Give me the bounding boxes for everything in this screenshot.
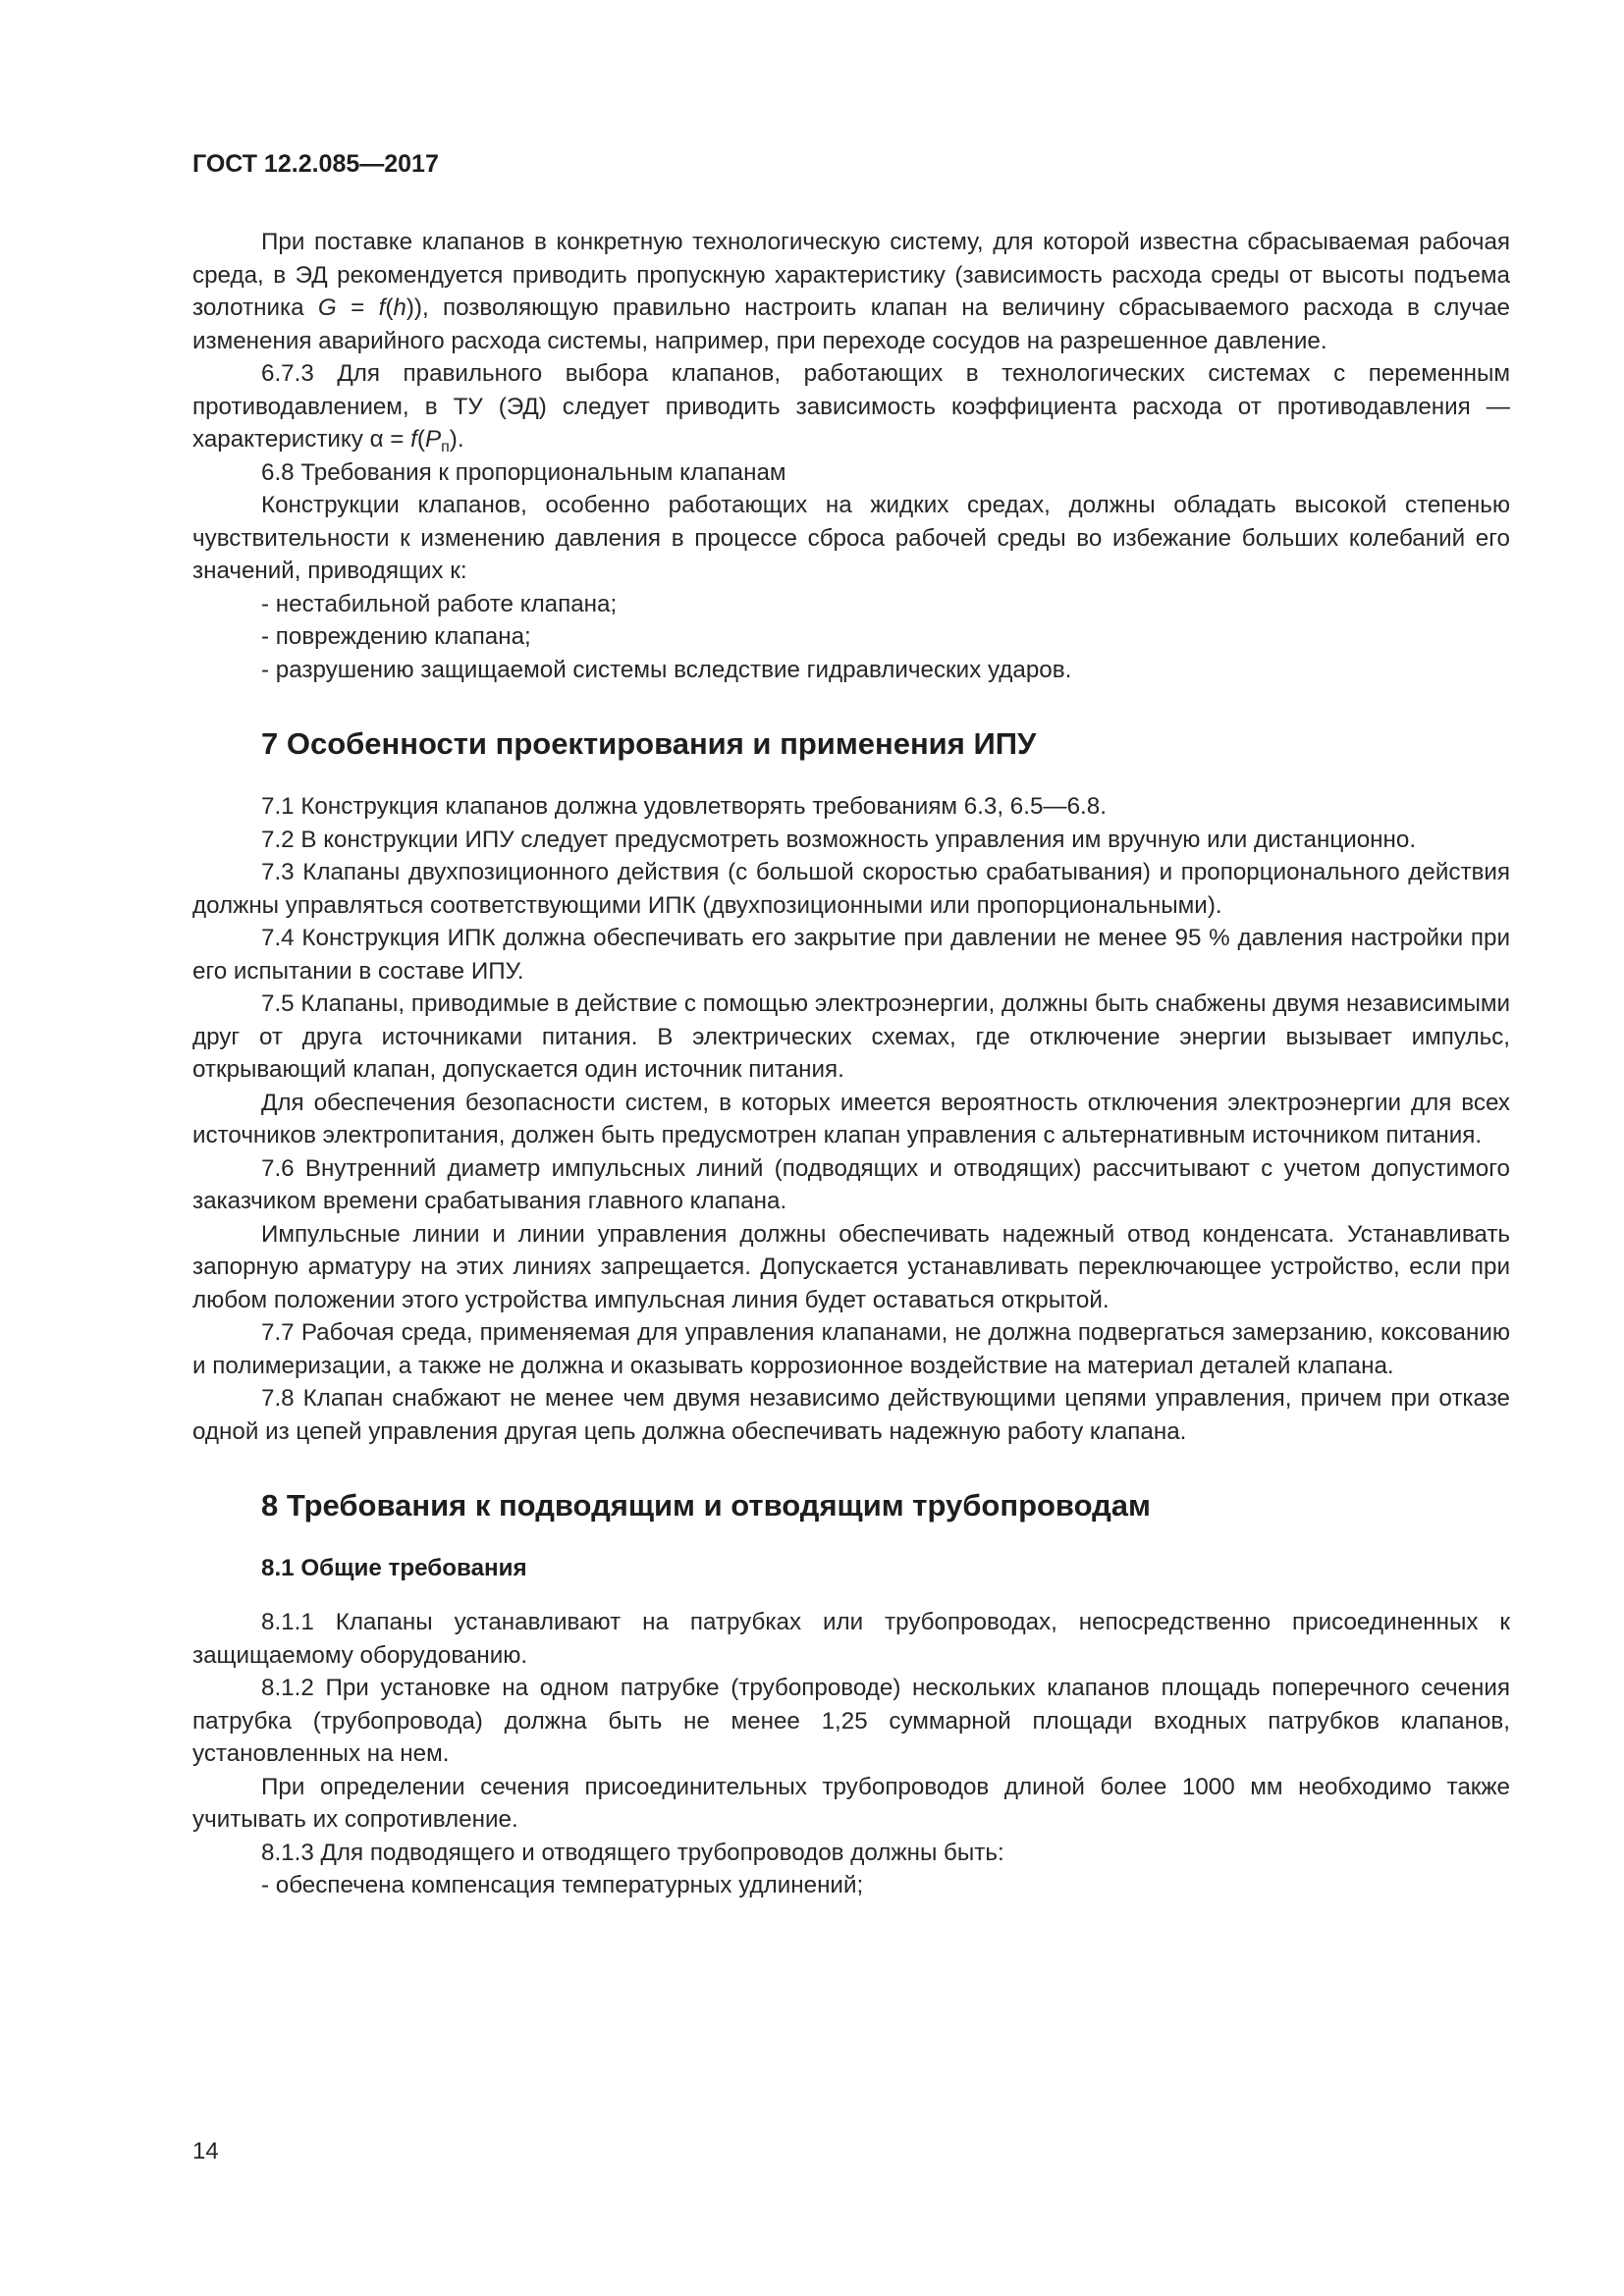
paragraph-7-5-b: Для обеспечения безопасности систем, в которых имеется вероятность отключения электроэнергии для всех источников электропитания, должен быть предусмотрен клапан управления с альтернативным источником питания.	[192, 1089, 1510, 1148]
paragraph-6-8-title: 6.8 Требования к пропорциональным клапанам	[261, 458, 786, 486]
document-page	[192, 0, 1510, 2296]
section-7-heading: 7 Особенности проектирования и применения ИПУ	[261, 726, 1037, 761]
subsection-8-1-heading: 8.1 Общие требования	[261, 1555, 527, 1581]
paragraph-7-7: 7.7 Рабочая среда, применяемая для управления клапанами, не должна подвергаться замерзанию, коксованию и полимеризации, а также не должна и оказывать коррозионное воздействие на материал деталей клапана.	[192, 1319, 1510, 1379]
paragraph-8-1-1: 8.1.1 Клапаны устанавливают на патрубках или трубопроводах, непосредственно присоединенных к защищаемому оборудованию.	[192, 1609, 1510, 1669]
document-body	[192, 226, 1510, 1902]
paragraph-intro: При поставке клапанов в конкретную технологическую систему, для которой известна сбрасываемая рабочая среда, в ЭД рекомендуется приводить пропускную характеристику (зависимость расхода среды от высоты подъема золотника G = f(h)), позволяющую правильно настроить клапан на величину сбрасываемого расхода в случае изменения аварийного расхода системы, например, при переходе сосудов на разрешенное давление.	[192, 229, 1510, 354]
paragraph-7-8: 7.8 Клапан снабжают не менее чем двумя независимо действующими цепями управления, причем при отказе одной из цепей управления другая цепь должна обеспечивать надежную работу клапана.	[192, 1385, 1510, 1445]
list-item: - нестабильной работе клапана;	[261, 590, 618, 617]
paragraph-7-2: 7.2 В конструкции ИПУ следует предусмотреть возможность управления им вручную или дистанционно.	[261, 826, 1417, 853]
paragraph-7-5: 7.5 Клапаны, приводимые в действие с помощью электроэнергии, должны быть снабжены двумя независимыми друг от друга источниками питания. В электрических схемах, где отключение энергии вызывает импульс, открывающий клапан, допускается один источник питания.	[192, 990, 1510, 1083]
paragraph-7-3: 7.3 Клапаны двухпозиционного действия (с большой скоростью срабатывания) и пропорционального действия должны управляться соответствующими ИПК (двухпозиционными или пропорциональными).	[192, 859, 1510, 919]
paragraph-7-6-b: Импульсные линии и линии управления должны обеспечивать надежный отвод конденсата. Устанавливать запорную арматуру на этих линиях запрещается. Допускается устанавливать переключающее устройство, если при любом положении этого устройства импульсная линия будет оставаться открытой.	[192, 1220, 1510, 1313]
paragraph-7-1: 7.1 Конструкция клапанов должна удовлетворять требованиям 6.3, 6.5—6.8.	[261, 793, 1107, 820]
section-8-heading: 8 Требования к подводящим и отводящим трубопроводам	[261, 1488, 1151, 1522]
page-number: 14	[192, 2138, 219, 2164]
list-item: - повреждению клапана;	[261, 623, 531, 650]
paragraph-7-6: 7.6 Внутренний диаметр импульсных линий (подводящих и отводящих) рассчитывают с учетом допустимого заказчиком времени срабатывания главного клапана.	[192, 1154, 1510, 1214]
paragraph-8-1-3: 8.1.3 Для подводящего и отводящего трубопроводов должны быть:	[261, 1839, 1004, 1866]
list-item: - разрушению защищаемой системы вследствие гидравлических ударов.	[261, 656, 1072, 683]
paragraph-7-4: 7.4 Конструкция ИПК должна обеспечивать его закрытие при давлении не менее 95 % давления настройки при его испытании в составе ИПУ.	[192, 925, 1510, 985]
paragraph-6-7-3: 6.7.3 Для правильного выбора клапанов, работающих в технологических системах с переменным противодавлением, в ТУ (ЭД) следует приводить зависимость коэффициента расхода от противодавления — характеристику $\alpha = f(P_п)$.	[192, 360, 1510, 455]
list-item: - обеспечена компенсация температурных удлинений;	[261, 1872, 864, 1898]
document-header: ГОСТ 12.2.085—2017	[192, 150, 439, 178]
paragraph-6-8-body: Конструкции клапанов, особенно работающих на жидких средах, должны обладать высокой степенью чувствительности к изменению давления в процессе сброса рабочей среды во избежание больших колебаний его значений, приводящих к:	[192, 492, 1510, 584]
paragraph-8-1-2-b: При определении сечения присоединительных трубопроводов длиной более 1000 мм необходимо также учитывать их сопротивление.	[192, 1773, 1510, 1833]
paragraph-8-1-2: 8.1.2 При установке на одном патрубке (трубопроводе) нескольких клапанов площадь поперечного сечения патрубка (трубопровода) должна быть не менее 1,25 суммарной площади входных патрубков клапанов, установленных на нем.	[192, 1675, 1510, 1767]
